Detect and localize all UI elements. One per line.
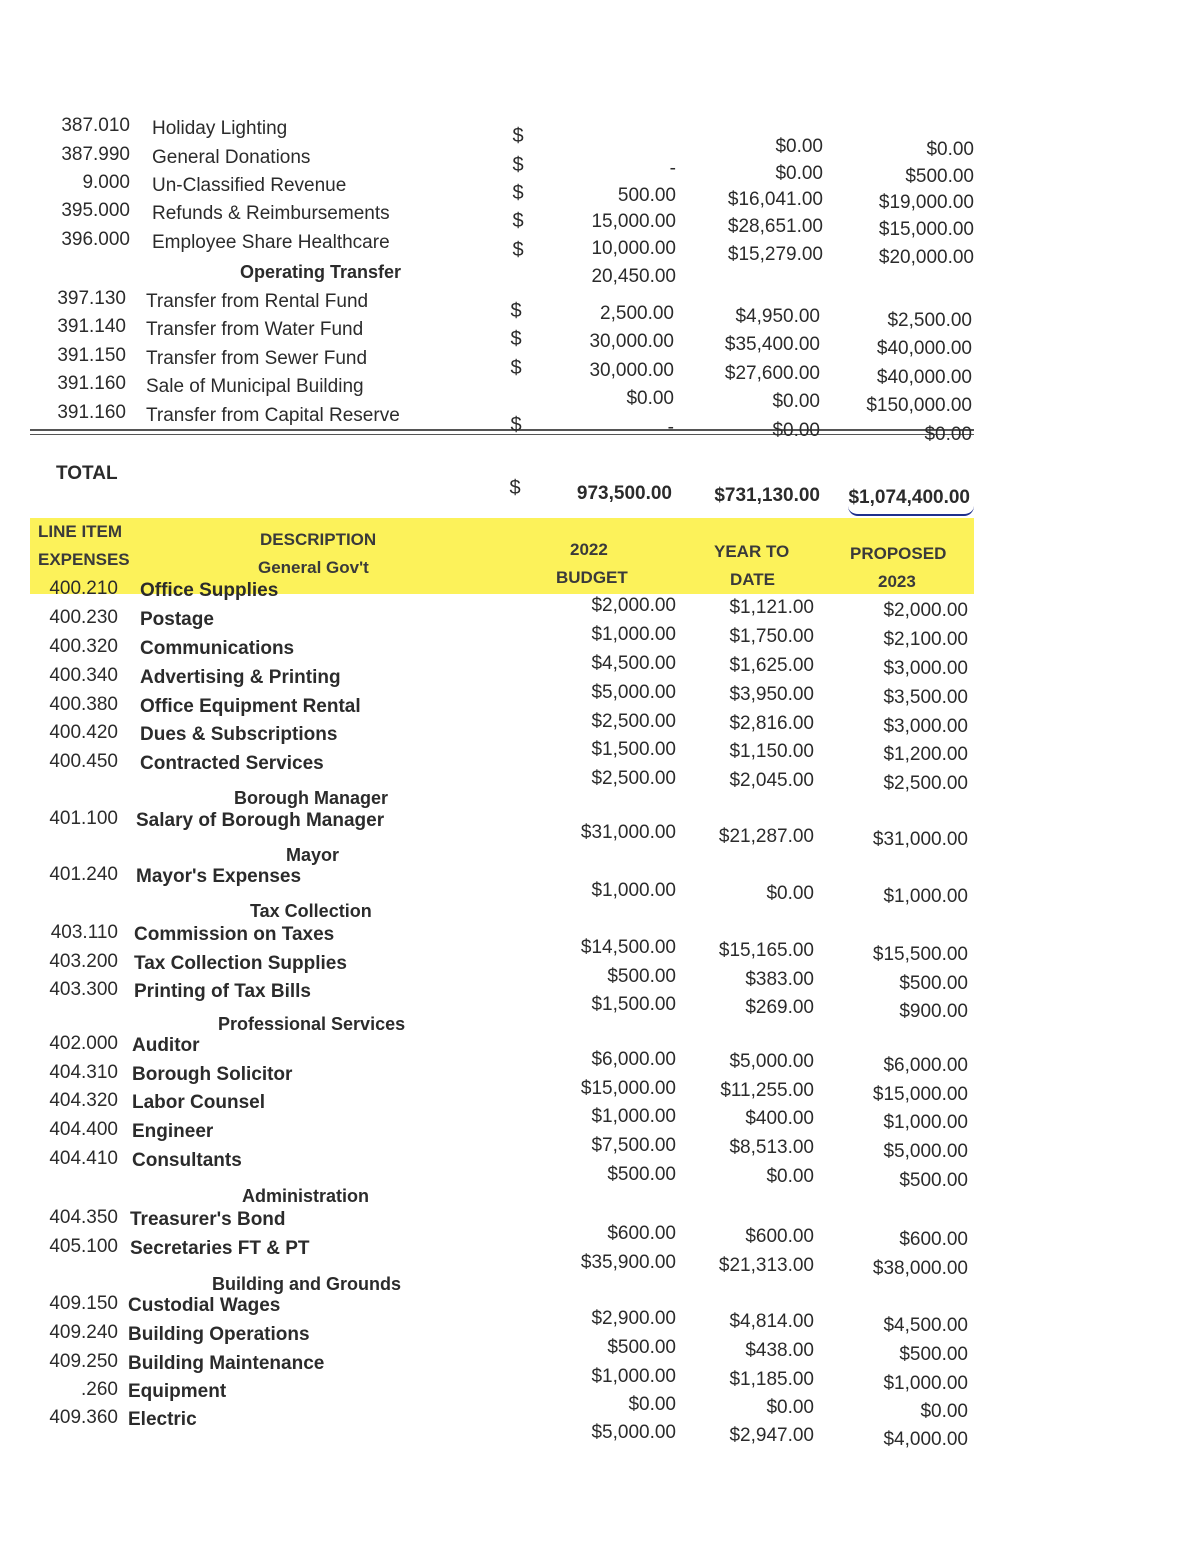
transfer-code: 397.130 <box>57 288 126 309</box>
expense-proposed: $3,000.00 <box>883 716 968 737</box>
expense-proposed: $2,100.00 <box>883 629 968 650</box>
section-title-administration: Administration <box>242 1186 370 1206</box>
revenue-desc: Holiday Lighting <box>152 118 288 139</box>
section-title-borough-manager: Borough Manager <box>234 788 389 808</box>
expense-budget: $1,500.00 <box>591 739 676 760</box>
revenue-code: 395.000 <box>61 200 130 221</box>
expense-desc: Commission on Taxes <box>134 924 335 945</box>
expense-desc: Engineer <box>132 1121 214 1142</box>
expense-code: 404.400 <box>49 1119 118 1140</box>
expense-budget: $31,000.00 <box>580 822 676 843</box>
transfer-budget: - <box>667 417 674 438</box>
revenue-budget: 500.00 <box>617 185 676 206</box>
expense-code: 403.110 <box>50 922 118 943</box>
section-title-mayor: Mayor <box>286 845 340 865</box>
expense-desc: Mayor's Expenses <box>136 866 302 887</box>
expense-desc: Custodial Wages <box>128 1295 281 1316</box>
expense-ytd: $0.00 <box>766 883 814 904</box>
revenue-budget: 15,000.00 <box>591 211 676 232</box>
transfer-budget: 30,000.00 <box>589 331 674 352</box>
expense-budget: $500.00 <box>607 1164 676 1185</box>
expense-ytd: $5,000.00 <box>729 1051 814 1072</box>
expense-proposed: $4,500.00 <box>883 1315 968 1336</box>
expense-desc: Treasurer's Bond <box>130 1209 286 1230</box>
expense-proposed: $600.00 <box>899 1229 968 1250</box>
expense-code: 403.300 <box>49 979 118 1000</box>
header-description: DESCRIPTION <box>260 530 377 549</box>
revenue-proposed: $19,000.00 <box>878 192 974 213</box>
revenue-code: 396.000 <box>61 229 130 250</box>
expense-ytd: $0.00 <box>766 1397 814 1418</box>
revenue-proposed: $20,000.00 <box>878 247 974 268</box>
expense-code: 404.410 <box>49 1148 118 1169</box>
expense-budget: $1,500.00 <box>591 994 676 1015</box>
revenue-dollar: $ <box>512 210 524 232</box>
transfer-proposed: $150,000.00 <box>866 395 972 416</box>
expense-ytd: $600.00 <box>745 1226 814 1247</box>
transfer-budget: $0.00 <box>626 388 674 409</box>
transfer-desc: Transfer from Water Fund <box>146 319 364 340</box>
expense-budget: $2,500.00 <box>591 711 676 732</box>
expense-desc: Building Maintenance <box>128 1353 325 1374</box>
header-line-item: LINE ITEM <box>38 522 123 541</box>
expense-desc: Equipment <box>128 1381 227 1402</box>
revenue-desc: Employee Share Healthcare <box>152 232 390 253</box>
section-title-professional-services: Professional Services <box>218 1014 406 1034</box>
header-budget-year: 2022 <box>570 540 608 559</box>
header-proposed-1: PROPOSED <box>850 544 947 563</box>
expense-desc: Building Operations <box>128 1324 310 1345</box>
expense-desc: Office Equipment Rental <box>140 696 361 717</box>
expense-ytd: $15,165.00 <box>718 940 814 961</box>
revenue-budget: 20,450.00 <box>591 266 676 287</box>
transfer-desc: Transfer from Capital Reserve <box>146 405 400 426</box>
section-title-tax-collection: Tax Collection <box>250 901 372 921</box>
revenue-ytd: $0.00 <box>775 163 823 184</box>
revenue-desc: Refunds & Reimbursements <box>152 203 390 224</box>
expense-code: 400.210 <box>49 578 118 599</box>
expense-desc: Electric <box>128 1409 197 1430</box>
expense-budget: $5,000.00 <box>591 1422 676 1443</box>
header-ytd-1: YEAR TO <box>714 542 790 561</box>
expense-proposed: $500.00 <box>899 973 968 994</box>
expense-code: 400.450 <box>49 751 118 772</box>
transfer-desc: Transfer from Rental Fund <box>146 291 369 312</box>
transfer-code: 391.150 <box>57 345 126 366</box>
header-proposed-2: 2023 <box>878 572 916 591</box>
expense-budget: $1,000.00 <box>591 1106 676 1127</box>
expense-proposed: $1,000.00 <box>883 886 968 907</box>
expense-proposed: $2,000.00 <box>883 600 968 621</box>
expense-code: 405.100 <box>49 1236 118 1257</box>
expense-budget: $1,000.00 <box>591 880 676 901</box>
transfer-ytd: $4,950.00 <box>735 306 820 327</box>
revenue-budget: - <box>669 158 676 179</box>
expense-code: 409.250 <box>49 1351 118 1372</box>
expense-code: 400.420 <box>49 722 118 743</box>
expense-proposed: $15,500.00 <box>872 944 968 965</box>
expense-budget: $5,000.00 <box>591 682 676 703</box>
expense-desc: Printing of Tax Bills <box>134 981 311 1002</box>
expense-proposed: $5,000.00 <box>883 1141 968 1162</box>
expense-ytd: $21,313.00 <box>718 1255 814 1276</box>
expense-proposed: $1,000.00 <box>883 1373 968 1394</box>
total-proposed: $1,074,400.00 <box>848 487 970 508</box>
expense-code: 402.000 <box>49 1033 118 1054</box>
expense-ytd: $11,255.00 <box>720 1080 814 1101</box>
table-divider-rule-2 <box>30 434 974 435</box>
expense-proposed: $3,500.00 <box>883 687 968 708</box>
expense-code: 400.230 <box>49 607 118 628</box>
expense-budget: $2,500.00 <box>591 768 676 789</box>
transfer-dollar: $ <box>510 357 522 379</box>
expense-budget: $600.00 <box>607 1223 676 1244</box>
expense-proposed: $4,000.00 <box>883 1429 968 1450</box>
expense-code: 409.240 <box>49 1322 118 1343</box>
expense-proposed: $6,000.00 <box>883 1055 968 1076</box>
transfer-desc: Sale of Municipal Building <box>146 376 364 397</box>
expense-ytd: $269.00 <box>745 997 814 1018</box>
expense-budget: $2,000.00 <box>591 595 676 616</box>
revenue-dollar: $ <box>512 239 524 261</box>
expense-budget: $4,500.00 <box>591 653 676 674</box>
expense-proposed: $1,200.00 <box>883 744 968 765</box>
expense-budget: $1,000.00 <box>591 1366 676 1387</box>
expense-proposed: $38,000.00 <box>872 1258 968 1279</box>
expense-ytd: $2,947.00 <box>729 1425 814 1446</box>
expense-budget: $6,000.00 <box>591 1049 676 1070</box>
expense-ytd: $1,750.00 <box>729 626 814 647</box>
expense-ytd: $400.00 <box>745 1108 814 1129</box>
expense-budget: $14,500.00 <box>580 937 676 958</box>
expense-budget: $500.00 <box>607 1337 676 1358</box>
transfer-proposed: $0.00 <box>924 424 972 445</box>
expense-proposed: $500.00 <box>899 1170 968 1191</box>
expense-code: 409.360 <box>49 1407 118 1428</box>
expense-ytd: $1,121.00 <box>729 597 814 618</box>
expense-proposed: $0.00 <box>920 1401 968 1422</box>
revenue-proposed: $0.00 <box>926 139 974 160</box>
expense-code: 403.200 <box>49 951 118 972</box>
table-divider-rule <box>30 429 974 431</box>
expense-ytd: $0.00 <box>766 1166 814 1187</box>
expense-ytd: $21,287.00 <box>718 826 814 847</box>
total-budget: 973,500.00 <box>576 483 672 504</box>
revenue-code: 387.990 <box>61 144 130 165</box>
header-general-gov: General Gov't <box>258 558 369 577</box>
expense-proposed: $900.00 <box>899 1001 968 1022</box>
expense-budget: $1,000.00 <box>591 624 676 645</box>
expense-desc: Salary of Borough Manager <box>136 810 385 831</box>
expense-proposed: $31,000.00 <box>872 829 968 850</box>
revenue-code: 387.010 <box>61 115 130 136</box>
expense-desc: Secretaries FT & PT <box>130 1238 310 1259</box>
expense-ytd: $4,814.00 <box>729 1311 814 1332</box>
transfer-ytd: $0.00 <box>772 420 820 441</box>
expense-ytd: $1,185.00 <box>729 1369 814 1390</box>
transfer-ytd: $35,400.00 <box>724 334 820 355</box>
expense-desc: Tax Collection Supplies <box>134 953 347 974</box>
expense-code: 401.240 <box>49 864 118 885</box>
expense-desc: Office Supplies <box>140 580 279 601</box>
header-expenses: EXPENSES <box>38 550 130 569</box>
expense-proposed: $2,500.00 <box>883 773 968 794</box>
expense-ytd: $383.00 <box>745 969 814 990</box>
revenue-dollar: $ <box>512 182 524 204</box>
total-dollar: $ <box>509 477 521 499</box>
revenue-ytd: $15,279.00 <box>727 244 823 265</box>
expense-proposed: $3,000.00 <box>883 658 968 679</box>
expense-budget: $35,900.00 <box>580 1252 676 1273</box>
expense-desc: Contracted Services <box>140 753 324 774</box>
expense-ytd: $2,816.00 <box>729 713 814 734</box>
expense-ytd: $2,045.00 <box>729 770 814 791</box>
expense-desc: Borough Solicitor <box>132 1064 293 1085</box>
expense-desc: Postage <box>140 609 214 630</box>
expense-code: 404.310 <box>49 1062 118 1083</box>
transfer-budget: 2,500.00 <box>600 303 674 324</box>
expense-budget: $500.00 <box>607 966 676 987</box>
expense-desc: Dues & Subscriptions <box>140 724 338 745</box>
transfer-code: 391.160 <box>57 402 126 423</box>
transfer-dollar: $ <box>510 328 522 350</box>
header-budget-label: BUDGET <box>556 568 628 587</box>
expense-code: 400.320 <box>49 636 118 657</box>
expense-proposed: $15,000.00 <box>872 1084 968 1105</box>
expense-code: 400.340 <box>49 665 118 686</box>
revenue-code: 9.000 <box>82 172 130 193</box>
transfer-code: 391.160 <box>57 373 126 394</box>
expense-code: 400.380 <box>49 694 118 715</box>
revenue-proposed: $15,000.00 <box>878 219 974 240</box>
revenue-proposed: $500.00 <box>905 166 974 187</box>
expense-proposed: $500.00 <box>899 1344 968 1365</box>
transfer-dollar: $ <box>510 414 522 436</box>
expense-desc: Auditor <box>132 1035 200 1056</box>
revenue-desc: General Donations <box>152 147 311 168</box>
expense-ytd: $1,625.00 <box>729 655 814 676</box>
expense-code: 409.150 <box>49 1293 118 1314</box>
expense-budget: $2,900.00 <box>591 1308 676 1329</box>
section-title-operating-transfer: Operating Transfer <box>240 262 402 282</box>
expense-desc: Labor Counsel <box>132 1092 266 1113</box>
expense-code: 401.100 <box>49 808 118 829</box>
revenue-budget: 10,000.00 <box>591 238 676 259</box>
expense-desc: Consultants <box>132 1150 242 1171</box>
revenue-ytd: $0.00 <box>775 136 823 157</box>
revenue-dollar: $ <box>512 154 524 176</box>
expense-ytd: $1,150.00 <box>729 741 814 762</box>
header-ytd-2: DATE <box>730 570 776 589</box>
revenue-ytd: $16,041.00 <box>727 189 823 210</box>
total-ytd: $731,130.00 <box>714 485 820 506</box>
transfer-ytd: $27,600.00 <box>724 363 820 384</box>
transfer-desc: Transfer from Sewer Fund <box>146 348 368 369</box>
expense-desc: Communications <box>140 638 295 659</box>
expense-code: 404.320 <box>49 1090 118 1111</box>
section-title-building-and-grounds: Building and Grounds <box>212 1274 401 1294</box>
expense-ytd: $3,950.00 <box>729 684 814 705</box>
transfer-proposed: $40,000.00 <box>876 367 972 388</box>
transfer-code: 391.140 <box>57 316 126 337</box>
revenue-dollar: $ <box>512 125 524 147</box>
expense-budget: $0.00 <box>628 1394 676 1415</box>
expense-desc: Advertising & Printing <box>140 667 341 688</box>
expense-proposed: $1,000.00 <box>883 1112 968 1133</box>
transfer-proposed: $40,000.00 <box>876 338 972 359</box>
expense-code: .260 <box>81 1379 118 1400</box>
revenue-desc: Un-Classified Revenue <box>152 175 347 196</box>
transfer-dollar: $ <box>510 300 522 322</box>
expense-ytd: $438.00 <box>745 1340 814 1361</box>
expense-code: 404.350 <box>49 1207 118 1228</box>
transfer-ytd: $0.00 <box>772 391 820 412</box>
revenue-ytd: $28,651.00 <box>727 216 823 237</box>
transfer-budget: 30,000.00 <box>589 360 674 381</box>
total-label: TOTAL <box>56 463 118 484</box>
expense-ytd: $8,513.00 <box>729 1137 814 1158</box>
transfer-proposed: $2,500.00 <box>887 310 972 331</box>
expense-budget: $7,500.00 <box>591 1135 676 1156</box>
expense-budget: $15,000.00 <box>580 1078 676 1099</box>
